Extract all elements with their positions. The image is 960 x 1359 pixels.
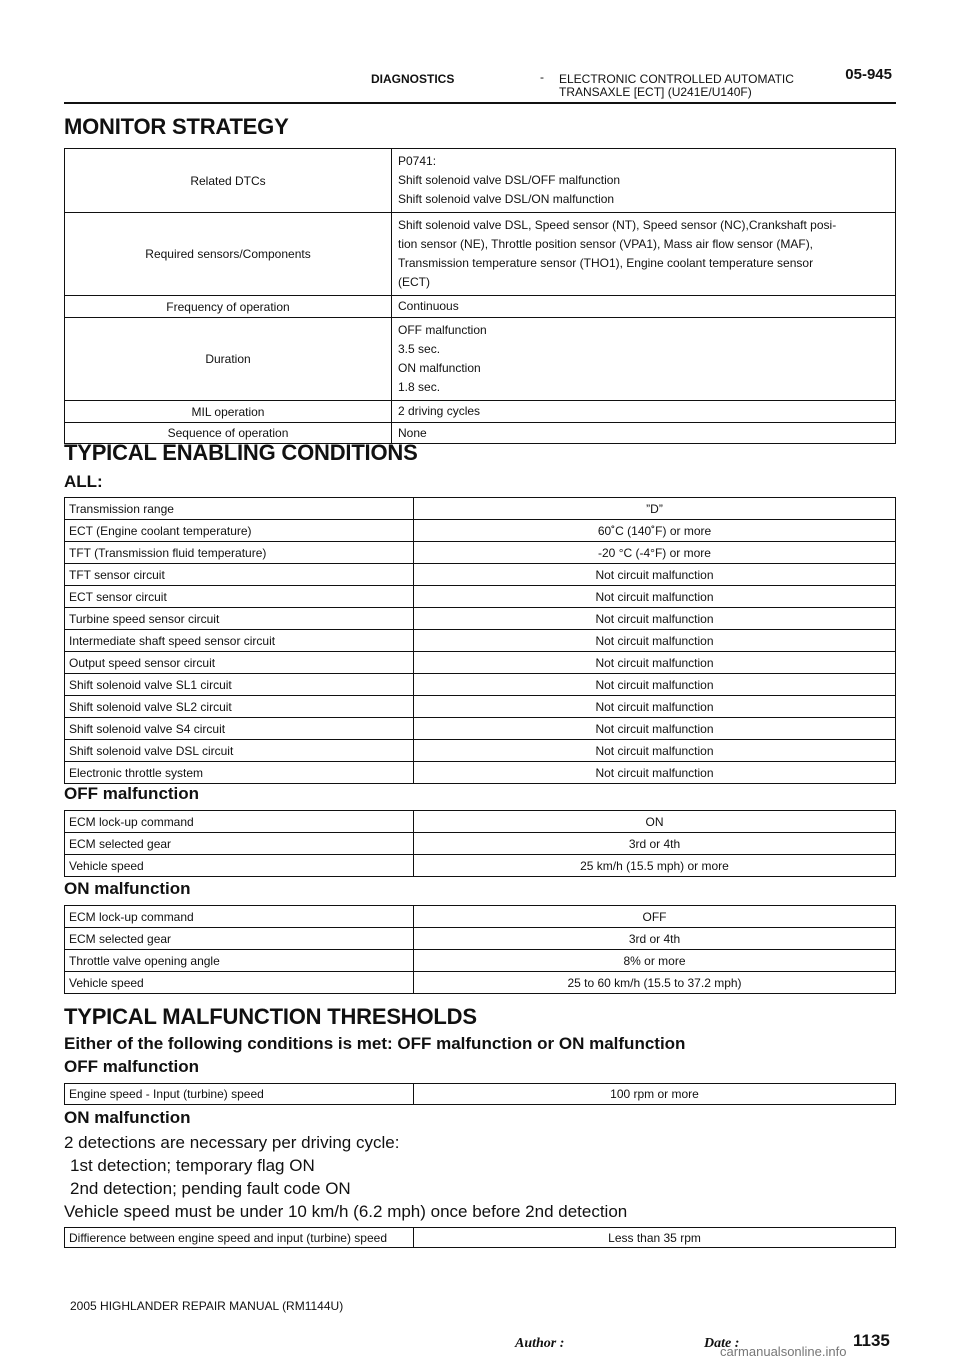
monitor-strategy-heading: MONITOR STRATEGY [64, 114, 289, 139]
header-page-code: 05-945 [845, 66, 892, 83]
row-label: MIL operation [65, 401, 392, 423]
row-value: 100 rpm or more [414, 1084, 896, 1105]
page-header [64, 62, 896, 104]
vehicle-speed-text: Vehicle speed must be under 10 km/h (6.2 mph) once before 2nd detection [64, 1202, 628, 1221]
table-row [65, 740, 896, 762]
thresholds-subheading: Either of the following conditions is met: OFF malfunction or ON malfunction [64, 1034, 686, 1053]
enabling-heading: TYPICAL ENABLING CONDITIONS [64, 440, 418, 465]
row-label: ECM lock-up command [65, 906, 414, 928]
row-value [392, 149, 896, 213]
row-label: TFT sensor circuit [65, 564, 414, 586]
row-value [392, 213, 896, 296]
row-label: ECM lock-up command [65, 811, 414, 833]
row-value: Not circuit malfunction [414, 718, 896, 740]
thresholds-off-heading: OFF malfunction [64, 1057, 200, 1076]
enabling-on-table [64, 905, 896, 994]
table-row [65, 718, 896, 740]
manual-footer: 2005 HIGHLANDER REPAIR MANUAL (RM1144U) [70, 1299, 344, 1313]
table-row [65, 652, 896, 674]
table-row [65, 401, 896, 423]
row-value [392, 401, 896, 423]
enabling-all-heading: ALL: [64, 472, 103, 491]
thresholds-off-table [64, 1083, 896, 1105]
author-label: Author : [515, 1336, 565, 1351]
value-line: Shift solenoid valve DSL/OFF malfunction [398, 173, 621, 187]
row-label: Related DTCs [65, 149, 392, 213]
row-label: ECM selected gear [65, 928, 414, 950]
row-value: Not circuit malfunction [414, 630, 896, 652]
header-dash: - [540, 70, 544, 84]
enabling-off-table [64, 810, 896, 877]
value-line: 2 driving cycles [398, 404, 481, 418]
row-label: Vehicle speed [65, 972, 414, 994]
row-label: Required sensors/Components [65, 213, 392, 296]
monitor-strategy-table [64, 148, 896, 444]
value-line: Continuous [398, 299, 459, 313]
row-value: ON [414, 811, 896, 833]
row-label: Duration [65, 318, 392, 401]
row-label: Electronic throttle system [65, 762, 414, 784]
row-value: 8% or more [414, 950, 896, 972]
value-line: None [398, 425, 427, 440]
table-row [65, 972, 896, 994]
row-label: TFT (Transmission fluid temperature) [65, 542, 414, 564]
row-label: ECT (Engine coolant temperature) [65, 520, 414, 542]
table-row [65, 586, 896, 608]
row-value: Not circuit malfunction [414, 564, 896, 586]
row-label: Shift solenoid valve DSL circuit [65, 740, 414, 762]
value-line: Transmission temperature sensor (THO1), Engine coolant temperature sensor [398, 256, 814, 270]
table-row [65, 520, 896, 542]
row-value: Not circuit malfunction [414, 762, 896, 784]
value-line: ON malfunction [398, 361, 481, 375]
row-value: 3rd or 4th [414, 833, 896, 855]
table-row [65, 213, 896, 296]
table-row [65, 928, 896, 950]
thresholds-on-table [64, 1227, 896, 1248]
row-value: 3rd or 4th [414, 928, 896, 950]
table-row [65, 318, 896, 401]
thresholds-heading: TYPICAL MALFUNCTION THRESHOLDS [64, 1004, 477, 1029]
row-value: Not circuit malfunction [414, 608, 896, 630]
row-label: Throttle valve opening angle [65, 950, 414, 972]
row-value: Less than 35 rpm [414, 1228, 896, 1248]
value-line: tion sensor (NE), Throttle position sensor (VPA1), Mass air flow sensor (MAF), [398, 237, 814, 251]
table-row [65, 564, 896, 586]
first-detection-text: 1st detection; temporary flag ON [70, 1156, 315, 1175]
row-value: Not circuit malfunction [414, 652, 896, 674]
table-row [65, 498, 896, 520]
date-label: Date : [704, 1336, 740, 1351]
value-line: Shift solenoid valve DSL, Speed sensor (NT), Speed sensor (NC),Crankshaft posi- [398, 218, 837, 232]
table-row [65, 950, 896, 972]
row-value: ”D” [414, 498, 896, 520]
row-value: 60˚C (140˚F) or more [414, 520, 896, 542]
table-row [65, 906, 896, 928]
row-value [392, 423, 896, 444]
header-section: DIAGNOSTICS [371, 72, 455, 86]
table-row [65, 833, 896, 855]
value-line: 1.8 sec. [398, 380, 441, 394]
row-value: Not circuit malfunction [414, 696, 896, 718]
enabling-all-table [64, 497, 896, 784]
table-row [65, 630, 896, 652]
row-value: OFF [414, 906, 896, 928]
header-title-line1: ELECTRONIC CONTROLLED AUTOMATIC [559, 72, 794, 86]
value-line: Shift solenoid valve DSL/ON malfunction [398, 192, 615, 206]
enabling-off-heading: OFF malfunction [64, 784, 200, 803]
table-row [65, 296, 896, 318]
header-title-line2: TRANSAXLE [ECT] (U241E/U140F) [559, 85, 752, 99]
row-value [392, 296, 896, 318]
table-row [65, 149, 896, 213]
row-label: ECT sensor circuit [65, 586, 414, 608]
row-label: Intermediate shaft speed sensor circuit [65, 630, 414, 652]
enabling-on-heading: ON malfunction [64, 879, 191, 898]
value-line: OFF malfunction [398, 323, 487, 337]
table-row [65, 674, 896, 696]
table-row [65, 811, 896, 833]
row-value: -20 °C (-4°F) or more [414, 542, 896, 564]
table-row [65, 762, 896, 784]
row-label: Shift solenoid valve S4 circuit [65, 718, 414, 740]
table-row [65, 1228, 896, 1248]
table-row [65, 542, 896, 564]
page-number: 1135 [853, 1331, 890, 1350]
value-line: (ECT) [398, 275, 430, 289]
row-label: Sequence of operation [65, 423, 392, 444]
table-row [65, 1084, 896, 1105]
row-label: Engine speed - Input (turbine) speed [65, 1084, 414, 1105]
table-row [65, 608, 896, 630]
row-value: Not circuit malfunction [414, 674, 896, 696]
row-label: Transmission range [65, 498, 414, 520]
row-value [392, 318, 896, 401]
row-label: Frequency of operation [65, 296, 392, 318]
row-label: ECM selected gear [65, 833, 414, 855]
detections-text: 2 detections are necessary per driving cycle: [64, 1133, 400, 1152]
row-label: Output speed sensor circuit [65, 652, 414, 674]
row-label: Vehicle speed [65, 855, 414, 877]
row-value: Not circuit malfunction [414, 740, 896, 762]
row-value: 25 to 60 km/h (15.5 to 37.2 mph) [414, 972, 896, 994]
row-label: Diffierence between engine speed and input (turbine) speed [65, 1228, 414, 1248]
thresholds-on-heading: ON malfunction [64, 1108, 191, 1127]
value-line: 3.5 sec. [398, 342, 441, 356]
watermark: carmanualsonline.info [720, 1344, 847, 1359]
value-line: P0741: [398, 154, 437, 168]
table-row [65, 855, 896, 877]
row-value: 25 km/h (15.5 mph) or more [414, 855, 896, 877]
row-value: Not circuit malfunction [414, 586, 896, 608]
second-detection-text: 2nd detection; pending fault code ON [70, 1179, 351, 1198]
row-label: Turbine speed sensor circuit [65, 608, 414, 630]
row-label: Shift solenoid valve SL1 circuit [65, 674, 414, 696]
row-label: Shift solenoid valve SL2 circuit [65, 696, 414, 718]
table-row [65, 696, 896, 718]
